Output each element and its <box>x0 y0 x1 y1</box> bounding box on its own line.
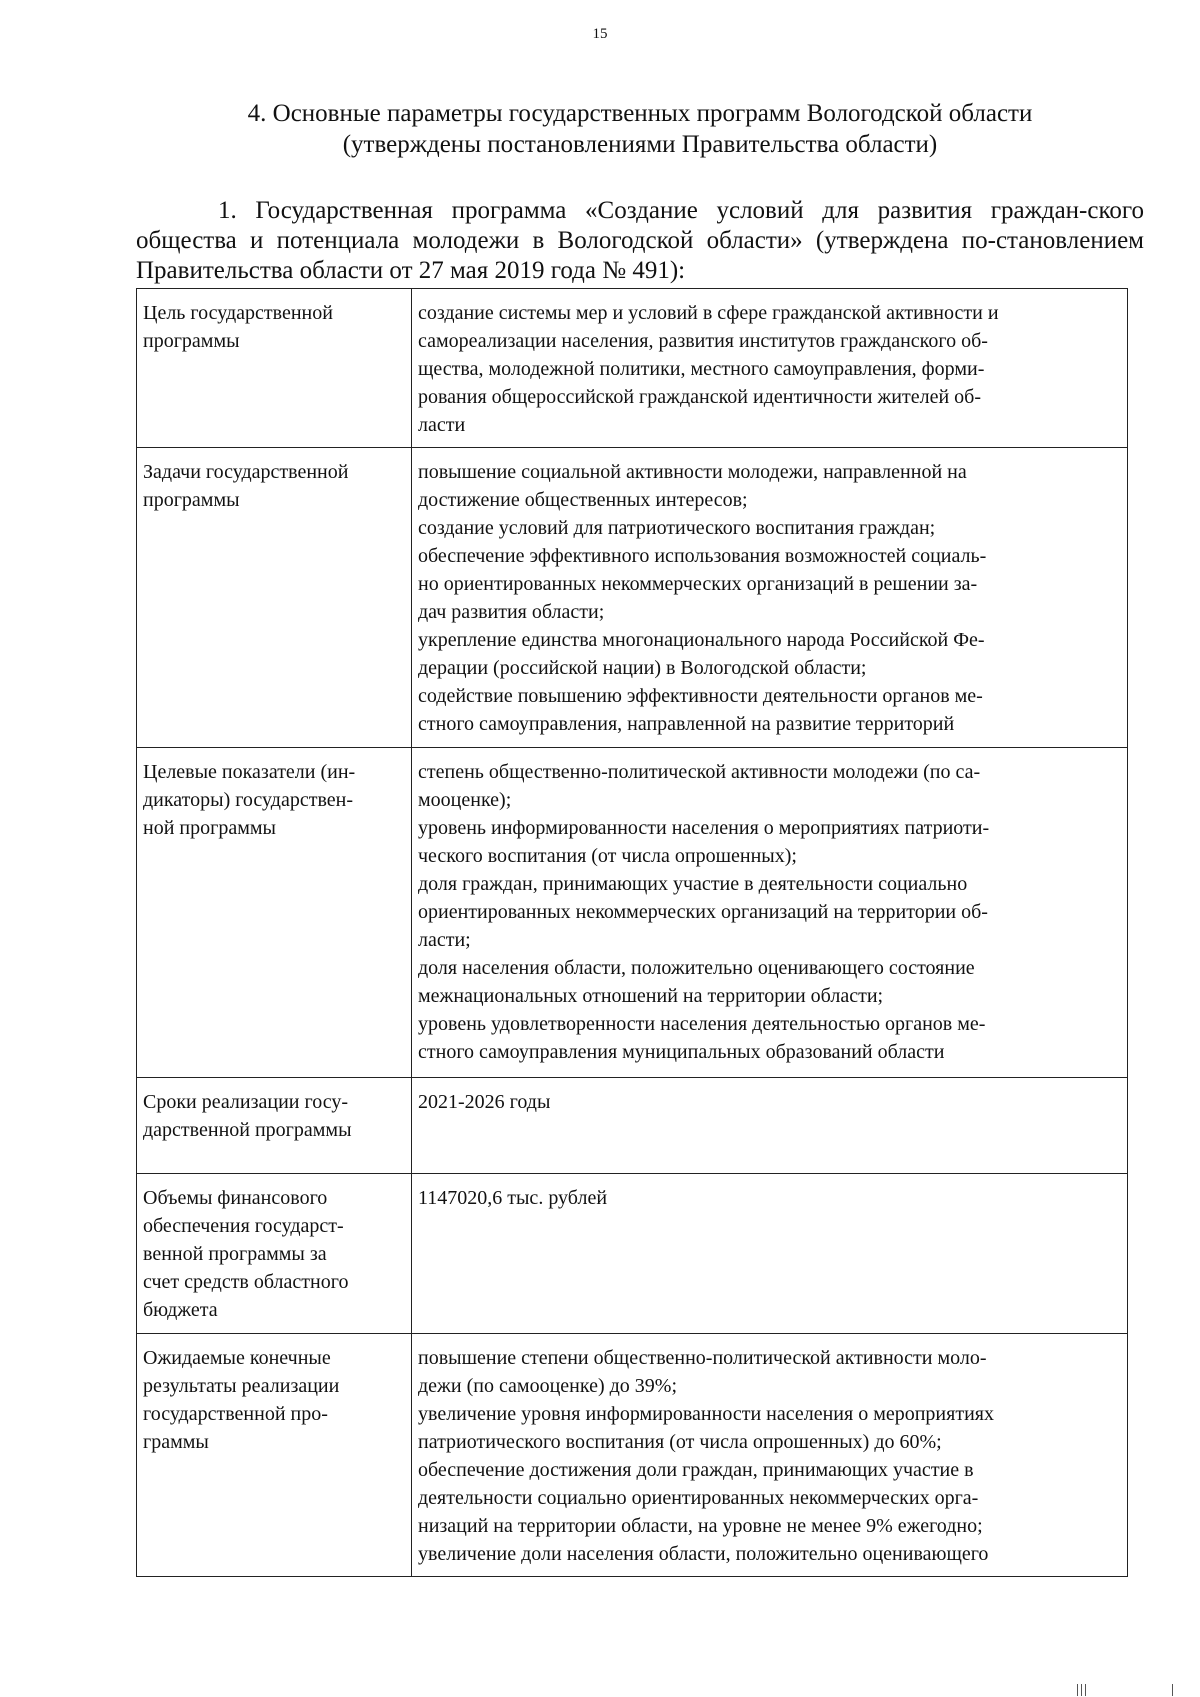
scan-edge-mark <box>1085 1684 1086 1696</box>
label-line: результаты реализации <box>143 1375 340 1397</box>
value-line: создание условий для патриотического воспитания граждан; <box>418 517 936 539</box>
value-line: доля граждан, принимающих участие в деятельности социально <box>418 873 968 895</box>
row-value-cell <box>412 1334 1128 1577</box>
label-line: Объемы финансового <box>143 1187 328 1209</box>
table-row <box>137 289 1128 448</box>
row-label-cell <box>137 289 412 448</box>
value-line: степень общественно-политической активности молодежи (по са- <box>418 761 981 783</box>
program-intro-paragraph: 1. Государственная программа «Создание условий для развития граждан-ского общества и потенциала молодежи в Вологодской области» (утверждена по-становлением Правительства области от 27 мая 2019 года № 491): <box>136 197 1144 284</box>
value-line: достижение общественных интересов; <box>418 489 748 511</box>
value-line: мооценке); <box>418 789 512 811</box>
section-heading <box>140 98 1140 160</box>
table-row <box>137 1174 1128 1334</box>
label-line: государственной про- <box>143 1403 328 1425</box>
value-line: увеличение доли населения области, положительно оценивающего <box>418 1543 989 1565</box>
table-row <box>137 1078 1128 1174</box>
label-line: венной программы за <box>143 1243 327 1265</box>
value-line: низаций на территории области, на уровне не менее 9% ежегодно; <box>418 1515 983 1537</box>
value-line: межнациональных отношений на территории области; <box>418 985 884 1007</box>
section-heading-line-2: (утверждены постановлениями Правительства области) <box>342 131 938 158</box>
label-line: программы <box>143 489 240 511</box>
label-line: Ожидаемые конечные <box>143 1347 331 1369</box>
row-label-cell <box>137 1334 412 1577</box>
label-line: Цель государственной <box>143 302 333 324</box>
value-line: стного самоуправления, направленной на развитие территорий <box>418 713 955 735</box>
label-line: ной программы <box>143 817 276 839</box>
value-line: создание системы мер и условий в сфере гражданской активности и <box>418 302 999 324</box>
value-line: ческого воспитания (от числа опрошенных); <box>418 845 797 867</box>
label-line: Задачи государственной <box>143 461 349 483</box>
row-value-cell <box>412 289 1128 448</box>
value-line: обеспечение достижения доли граждан, принимающих участие в <box>418 1459 974 1481</box>
value-line: рования общероссийской гражданской идентичности жителей об- <box>418 386 982 408</box>
label-line: дикаторы) государствен- <box>143 789 354 811</box>
value-line: ориентированных некоммерческих организаций на территории об- <box>418 901 988 923</box>
label-line: Целевые показатели (ин- <box>143 761 356 783</box>
value-line: стного самоуправления муниципальных образований области <box>418 1041 945 1063</box>
scan-edge-mark <box>1172 1684 1173 1696</box>
value-line: дерации (российской нации) в Вологодской области; <box>418 657 867 679</box>
value-line: самореализации населения, развития институтов гражданского об- <box>418 330 988 352</box>
row-value-cell <box>412 748 1128 1078</box>
row-value-cell <box>412 1174 1128 1334</box>
value-line: патриотического воспитания (от числа опрошенных) до 60%; <box>418 1431 942 1453</box>
value-line: дежи (по самооценке) до 39%; <box>418 1375 678 1397</box>
row-value-cell <box>412 1078 1128 1174</box>
value-line: уровень информированности населения о мероприятиях патриоти- <box>418 817 990 839</box>
label-line: счет средств областного <box>143 1271 349 1293</box>
row-label-cell <box>137 1174 412 1334</box>
value-line: 2021-2026 годы <box>418 1091 551 1113</box>
value-line: щества, молодежной политики, местного самоуправления, форми- <box>418 358 985 380</box>
label-line: Сроки реализации госу- <box>143 1091 348 1113</box>
row-label-cell <box>137 748 412 1078</box>
value-line: повышение социальной активности молодежи, направленной на <box>418 461 967 483</box>
program-parameters-table <box>136 288 1128 1577</box>
scan-edge-mark <box>1081 1684 1082 1696</box>
row-value-cell <box>412 448 1128 748</box>
value-line: увеличение уровня информированности населения о мероприятиях <box>418 1403 994 1425</box>
value-line: дач развития области; <box>418 601 605 623</box>
label-line: дарственной программы <box>143 1119 352 1141</box>
table-row <box>137 1334 1128 1577</box>
row-label-cell <box>137 448 412 748</box>
value-line: содействие повышению эффективности деятельности органов ме- <box>418 685 983 707</box>
page-number: 15 <box>592 26 608 42</box>
value-line: обеспечение эффективного использования возможностей социаль- <box>418 545 987 567</box>
value-line: повышение степени общественно-политической активности моло- <box>418 1347 987 1369</box>
section-heading-line-1: 4. Основные параметры государственных программ Вологодской области <box>247 100 1033 127</box>
value-line: деятельности социально ориентированных некоммерческих орга- <box>418 1487 979 1509</box>
label-line: программы <box>143 330 240 352</box>
table-row <box>137 448 1128 748</box>
value-line: ласти <box>418 414 466 436</box>
label-line: обеспечения государст- <box>143 1215 344 1237</box>
value-line: доля населения области, положительно оценивающего состояние <box>418 957 975 979</box>
table-row <box>137 748 1128 1078</box>
value-line: уровень удовлетворенности населения деятельностью органов ме- <box>418 1013 986 1035</box>
value-line: ласти; <box>418 929 471 951</box>
value-line: 1147020,6 тыс. рублей <box>418 1187 608 1209</box>
value-line: но ориентированных некоммерческих организаций в решении за- <box>418 573 978 595</box>
label-line: бюджета <box>143 1299 218 1321</box>
scan-edge-mark <box>1077 1684 1078 1696</box>
label-line: граммы <box>143 1431 209 1453</box>
row-label-cell <box>137 1078 412 1174</box>
value-line: укрепление единства многонационального народа Российской Фе- <box>418 629 985 651</box>
